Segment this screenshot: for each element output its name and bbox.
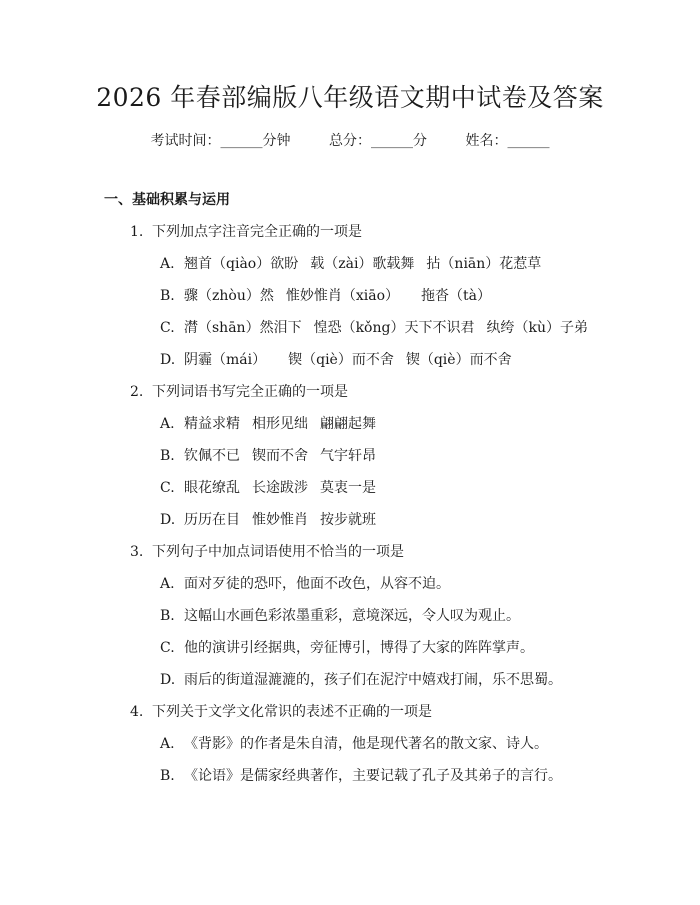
question-stem: 下列句子中加点词语使用不恰当的一项是 xyxy=(152,544,404,560)
option-1a xyxy=(160,254,541,274)
option-part: 眼花缭乱 xyxy=(184,480,240,496)
option-letter: B. xyxy=(160,448,175,464)
question-2 xyxy=(130,382,348,402)
option-part: 锲（qiè）而不舍 xyxy=(288,352,394,368)
total-score-field: 总分：______分 xyxy=(329,133,427,149)
option-2c xyxy=(160,478,376,498)
option-part: 拈（niān）花惹草 xyxy=(426,256,542,272)
option-4a xyxy=(160,734,548,754)
option-letter: B. xyxy=(160,768,175,784)
option-text: 他的演讲引经据典，旁征博引，博得了大家的阵阵掌声。 xyxy=(184,640,534,656)
option-part: 惶恐（kǒng）天下不识君 xyxy=(313,320,475,336)
option-text: 《背影》的作者是朱自清，他是现代著名的散文家、诗人。 xyxy=(184,736,548,752)
option-part: 阴霾（mái） xyxy=(184,352,267,368)
question-stem: 下列关于文学文化常识的表述不正确的一项是 xyxy=(152,704,432,720)
option-2b xyxy=(160,446,376,466)
option-letter: C. xyxy=(160,480,175,496)
question-number: 4. xyxy=(130,704,144,720)
question-stem: 下列词语书写完全正确的一项是 xyxy=(152,384,348,400)
option-part: 骤（zhòu）然 xyxy=(184,288,274,304)
option-text: 《论语》是儒家经典著作，主要记载了孔子及其弟子的言行。 xyxy=(184,768,562,784)
exam-time-field: 考试时间：______分钟 xyxy=(150,133,291,149)
option-part: 精益求精 xyxy=(184,416,240,432)
option-3a xyxy=(160,574,450,594)
question-number: 2. xyxy=(130,384,144,400)
option-letter: A. xyxy=(160,576,175,592)
option-3c xyxy=(160,638,534,658)
option-part: 纨绔（kù）子弟 xyxy=(486,320,588,336)
question-stem: 下列加点字注音完全正确的一项是 xyxy=(152,224,362,240)
option-letter: D. xyxy=(160,352,176,368)
option-part: 载（zài）歌载舞 xyxy=(310,256,415,272)
option-part: 拖沓（tà） xyxy=(421,288,491,304)
option-part: 惟妙惟肖（xiāo） xyxy=(285,288,399,304)
option-letter: A. xyxy=(160,736,175,752)
option-letter: D. xyxy=(160,512,176,528)
option-4b xyxy=(160,766,562,786)
option-part: 锲（qiè）而不舍 xyxy=(405,352,512,368)
option-part: 长途跋涉 xyxy=(252,480,308,496)
question-number: 1. xyxy=(130,224,144,240)
option-1b xyxy=(160,286,491,306)
option-part: 相形见绌 xyxy=(252,416,308,432)
question-number: 3. xyxy=(130,544,144,560)
option-part: 历历在目 xyxy=(184,512,240,528)
option-part: 惟妙惟肖 xyxy=(252,512,308,528)
option-part: 翩翩起舞 xyxy=(320,416,376,432)
option-part: 莫衷一是 xyxy=(320,480,376,496)
option-1c xyxy=(160,318,588,338)
option-text: 面对歹徒的恐吓，他面不改色，从容不迫。 xyxy=(184,576,450,592)
option-part: 钦佩不已 xyxy=(184,448,240,464)
option-3b xyxy=(160,606,520,626)
option-part: 按步就班 xyxy=(320,512,376,528)
exam-meta xyxy=(0,131,700,151)
question-4 xyxy=(130,702,432,722)
option-letter: C. xyxy=(160,640,175,656)
option-letter: B. xyxy=(160,608,175,624)
option-1d xyxy=(160,350,512,370)
option-text: 这幅山水画色彩浓墨重彩，意境深远，令人叹为观止。 xyxy=(184,608,520,624)
option-2d xyxy=(160,510,376,530)
section-heading: 一、基础积累与运用 xyxy=(104,192,230,208)
option-3d xyxy=(160,670,562,690)
question-1 xyxy=(130,222,362,242)
option-letter: D. xyxy=(160,672,176,688)
page-title: 2026 年春部编版八年级语文期中试卷及答案 xyxy=(96,83,604,112)
option-text: 雨后的街道湿漉漉的，孩子们在泥泞中嬉戏打闹，乐不思蜀。 xyxy=(184,672,562,688)
question-3 xyxy=(130,542,404,562)
student-name-field: 姓名：______ xyxy=(465,133,550,149)
option-letter: A. xyxy=(160,256,175,272)
option-part: 潸（shān）然泪下 xyxy=(184,320,302,336)
option-part: 气宇轩昂 xyxy=(320,448,376,464)
option-letter: A. xyxy=(160,416,175,432)
option-2a xyxy=(160,414,376,434)
option-letter: B. xyxy=(160,288,175,304)
option-letter: C. xyxy=(160,320,175,336)
option-part: 锲而不舍 xyxy=(252,448,308,464)
option-part: 翘首（qiào）欲盼 xyxy=(184,256,299,272)
